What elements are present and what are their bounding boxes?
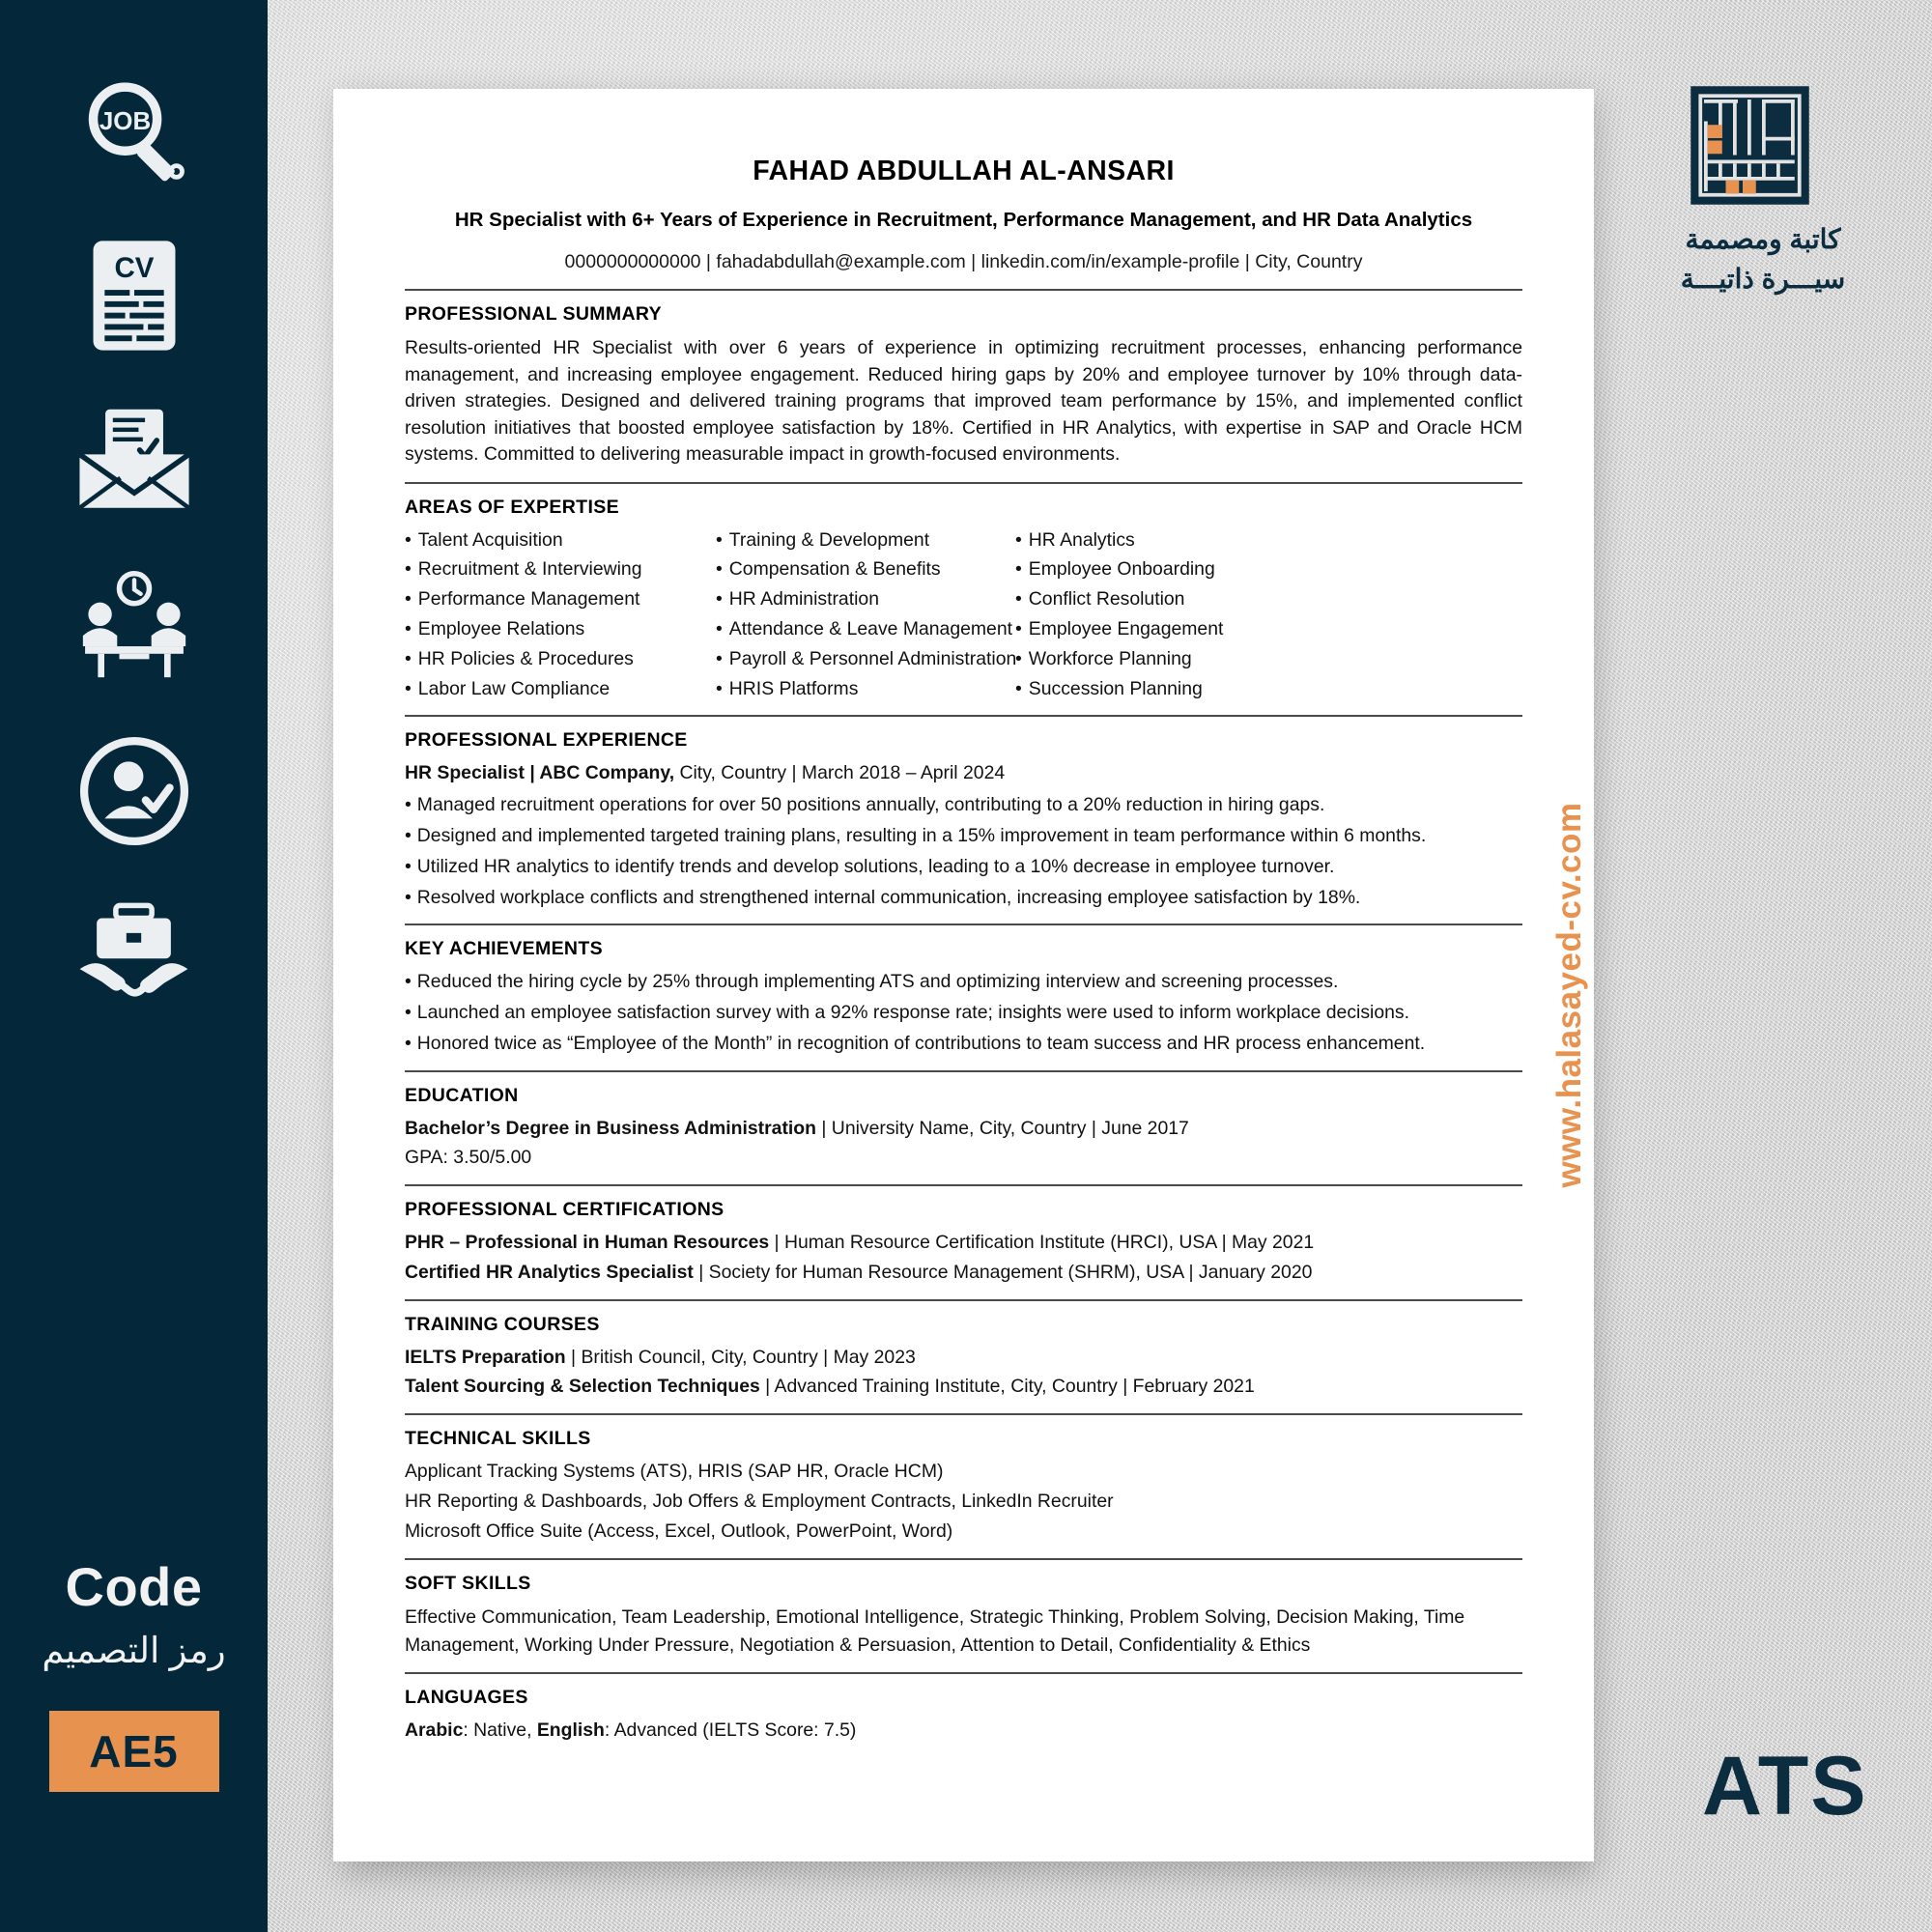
certification-entry-details: | Society for Human Resource Management (SHRM), USA | January 2020	[693, 1261, 1313, 1283]
job-location-dates: City, Country | March 2018 – April 2024	[674, 762, 1006, 784]
experience-bullet-text: Utilized HR analytics to identify trends and develop solutions, leading to a 10% decrease in employee turnover.	[416, 855, 1335, 877]
code-badge-value: AE5	[89, 1726, 179, 1777]
job-title-company: HR Specialist | ABC Company,	[405, 762, 675, 784]
section-professional-experience	[405, 728, 1522, 910]
expertise-item	[1015, 557, 1522, 582]
expertise-item-label: Attendance & Leave Management	[728, 618, 1013, 640]
section-title: PROFESSIONAL SUMMARY	[405, 303, 662, 326]
bullet-glyph: •	[405, 855, 412, 877]
bullet-glyph: •	[1015, 528, 1022, 551]
certification-entry-title: PHR – Professional in Human Resources	[405, 1232, 770, 1254]
expertise-item-label: HR Analytics	[1028, 528, 1135, 551]
expertise-item	[1015, 528, 1522, 554]
technical-skill-line: HR Reporting & Dashboards, Job Offers & Employment Contracts, LinkedIn Recruiter	[405, 1490, 1114, 1512]
design-code-block	[0, 1556, 268, 1792]
experience-bullet-text: Managed recruitment operations for over 50 positions annually, contributing to a 20% reduction in hiring gaps.	[416, 794, 1325, 816]
expertise-item-label: Training & Development	[728, 528, 930, 551]
svg-text:JOB: JOB	[99, 105, 151, 135]
bullet-glyph: •	[1015, 677, 1022, 699]
bullet-glyph: •	[1015, 647, 1022, 669]
section-technical-skills	[405, 1427, 1522, 1544]
expertise-item	[716, 647, 1015, 672]
code-label: Code	[65, 1556, 203, 1617]
summary-text: Results-oriented HR Specialist with over 6 years of experience in optimizing recruitment processes, enhancing performance management, and increasing employee engagement. Reduced hiring gaps by 20% and employee turnover by 10% through data-driven strategies. Designed and delivered training programs that improved team performance by 15%, and implemented conflict resolution initiatives that boosted employee satisfaction by 18%. Certified in HR Analytics, with expertise in SAP and Oracle HCM systems. Committed to delivering measurable impact in growth-focused environments.	[405, 336, 1522, 466]
certification-entry	[405, 1231, 1522, 1256]
divider	[405, 289, 1522, 291]
section-education	[405, 1084, 1522, 1172]
section-languages	[405, 1686, 1522, 1744]
expertise-item-label: Compensation & Benefits	[728, 558, 941, 581]
bullet-glyph: •	[1015, 588, 1022, 611]
section-title: TECHNICAL SKILLS	[405, 1428, 591, 1450]
achievement-bullet-text: Launched an employee satisfaction survey with a 92% response rate; insights were used to inform workplace decisions.	[416, 1002, 1409, 1024]
bullet-glyph: •	[716, 558, 723, 581]
divider	[405, 482, 1522, 484]
experience-bullet	[405, 886, 1522, 911]
ats-label: ATS	[1702, 1740, 1868, 1833]
education-entry	[405, 1117, 1522, 1142]
expertise-item	[1015, 647, 1522, 672]
certification-entry-title: Certified HR Analytics Specialist	[405, 1261, 694, 1283]
section-areas-of-expertise	[405, 496, 1522, 702]
job-search-icon	[73, 70, 194, 190]
technical-skill-line: Microsoft Office Suite (Access, Excel, Outlook, PowerPoint, Word)	[405, 1520, 953, 1542]
certification-entry-details: | Human Resource Certification Institute (HRCI), USA | May 2021	[769, 1232, 1315, 1254]
section-title: SOFT SKILLS	[405, 1572, 531, 1594]
expertise-item	[405, 557, 716, 582]
divider	[405, 1299, 1522, 1301]
experience-bullet-list	[405, 793, 1522, 910]
section-title: PROFESSIONAL EXPERIENCE	[405, 729, 688, 752]
language-english-value: : Advanced (IELTS Score: 7.5)	[604, 1719, 857, 1741]
candidate-name: FAHAD ABDULLAH AL-ANSARI	[753, 156, 1175, 186]
cv-document-icon	[73, 235, 194, 355]
section-title: TRAINING COURSES	[405, 1313, 600, 1335]
expertise-item-label: Succession Planning	[1028, 677, 1203, 699]
divider	[405, 715, 1522, 717]
expertise-item-label: Employee Engagement	[1028, 618, 1224, 640]
bullet-glyph: •	[716, 677, 723, 699]
bullet-glyph: •	[405, 1032, 412, 1054]
divider	[405, 1672, 1522, 1674]
experience-bullet	[405, 855, 1522, 880]
bullet-glyph: •	[405, 558, 412, 581]
expertise-item	[716, 617, 1015, 642]
expertise-item	[405, 528, 716, 554]
certification-entry	[405, 1261, 1522, 1286]
training-entry-title: IELTS Preparation	[405, 1346, 566, 1368]
education-gpa: GPA: 3.50/5.00	[405, 1147, 532, 1169]
soft-skills-text: Effective Communication, Team Leadership, Emotional Intelligence, Strategic Thinking, Problem Solving, Decision Making, Time Management, Working Under Pressure, Negotiation & Persuasion, Attention to Detail, Confidentiality & Ethics	[405, 1606, 1465, 1656]
achievement-bullet	[405, 1032, 1522, 1057]
expertise-item	[405, 647, 716, 672]
experience-bullet-text: Designed and implemented targeted training plans, resulting in a 15% improvement in team performance within 6 months.	[416, 824, 1427, 846]
divider	[405, 1070, 1522, 1072]
bullet-glyph: •	[405, 971, 412, 993]
candidate-headline: HR Specialist with 6+ Years of Experience in Recruitment, Performance Management, and HR Data Analytics	[454, 208, 1473, 231]
resume-page	[333, 89, 1594, 1861]
technical-skills-list	[405, 1460, 1522, 1544]
expertise-item	[716, 587, 1015, 612]
training-list	[405, 1346, 1522, 1401]
achievement-bullet-text: Reduced the hiring cycle by 25% through implementing ATS and optimizing interview and screening processes.	[416, 971, 1339, 993]
divider	[405, 1413, 1522, 1415]
expertise-item	[1015, 677, 1522, 702]
brand-tagline-line1: كاتبة ومصممة	[1685, 224, 1841, 254]
languages-line	[405, 1719, 1522, 1744]
expertise-item-label: Employee Relations	[417, 618, 585, 640]
training-entry	[405, 1375, 1522, 1400]
bullet-glyph: •	[405, 677, 412, 699]
expertise-item	[716, 677, 1015, 702]
section-key-achievements	[405, 937, 1522, 1056]
experience-bullet	[405, 824, 1522, 849]
bullet-glyph: •	[405, 794, 412, 816]
expertise-item-label: HR Policies & Procedures	[417, 647, 634, 669]
expertise-item-label: Workforce Planning	[1028, 647, 1192, 669]
section-title: AREAS OF EXPERTISE	[405, 496, 619, 518]
expertise-item	[716, 528, 1015, 554]
expertise-item-label: Talent Acquisition	[417, 528, 563, 551]
language-arabic-label: Arabic	[405, 1719, 464, 1741]
expertise-item-label: Payroll & Personnel Administration	[728, 647, 1017, 669]
divider	[405, 1184, 1522, 1186]
experience-bullet-text: Resolved workplace conflicts and strengthened internal communication, increasing employee satisfaction by 18%.	[416, 886, 1361, 908]
section-soft-skills	[405, 1572, 1522, 1659]
expertise-item	[1015, 587, 1522, 612]
profile-verified-icon	[73, 730, 194, 851]
halasayed-kufic-logo	[1690, 85, 1810, 206]
job-entry-header	[405, 761, 1522, 786]
achievement-bullet	[405, 1001, 1522, 1026]
bullet-glyph: •	[1015, 558, 1022, 581]
education-details: | University Name, City, Country | June 2017	[816, 1117, 1189, 1139]
certification-list	[405, 1231, 1522, 1286]
divider	[405, 1558, 1522, 1560]
experience-bullet	[405, 793, 1522, 818]
expertise-item	[405, 617, 716, 642]
bullet-glyph: •	[405, 588, 412, 611]
expertise-item-label: Recruitment & Interviewing	[417, 558, 642, 581]
section-title: KEY ACHIEVEMENTS	[405, 938, 603, 960]
bullet-glyph: •	[716, 618, 723, 640]
section-title: PROFESSIONAL CERTIFICATIONS	[405, 1199, 724, 1221]
bullet-glyph: •	[405, 618, 412, 640]
expertise-item	[405, 587, 716, 612]
bullet-glyph: •	[716, 588, 723, 611]
bullet-glyph: •	[405, 1002, 412, 1024]
cover-letter-envelope-icon	[73, 400, 194, 521]
expertise-item-label: HRIS Platforms	[728, 677, 859, 699]
left-sidebar	[0, 0, 268, 1932]
bullet-glyph: •	[716, 528, 723, 551]
language-english-label: English	[536, 1719, 605, 1741]
expertise-item	[1015, 617, 1522, 642]
interview-table-icon	[73, 565, 194, 686]
education-degree: Bachelor’s Degree in Business Administration	[405, 1117, 816, 1139]
code-badge	[49, 1711, 219, 1792]
language-arabic-value: : Native,	[463, 1719, 537, 1741]
bullet-glyph: •	[405, 886, 412, 908]
bullet-glyph: •	[1015, 618, 1022, 640]
sidebar-icon-stack	[73, 70, 194, 1016]
briefcase-handshake-icon	[73, 895, 194, 1016]
achievements-bullet-list	[405, 970, 1522, 1056]
training-entry-details: | Advanced Training Institute, City, Country | February 2021	[759, 1376, 1255, 1398]
training-entry-details: | British Council, City, Country | May 2023	[565, 1346, 916, 1368]
candidate-contact-line: 0000000000000 | fahadabdullah@example.com | linkedin.com/in/example-profile | City, Country	[564, 251, 1363, 273]
bullet-glyph: •	[405, 824, 412, 846]
section-title: LANGUAGES	[405, 1686, 528, 1708]
expertise-item	[716, 557, 1015, 582]
divider	[405, 923, 1522, 925]
expertise-item-label: Performance Management	[417, 588, 640, 611]
section-title: EDUCATION	[405, 1084, 519, 1106]
expertise-item-label: Employee Onboarding	[1028, 558, 1215, 581]
bullet-glyph: •	[405, 647, 412, 669]
website-url: www.halasayed-cv.com	[1550, 802, 1588, 1188]
brand-tagline-line2: سيـــرة ذاتيـــة	[1680, 263, 1846, 294]
expertise-item-label: HR Administration	[728, 588, 879, 611]
svg-text:CV: CV	[114, 251, 154, 284]
achievement-bullet	[405, 970, 1522, 995]
bullet-glyph: •	[405, 528, 412, 551]
expertise-item-label: Conflict Resolution	[1028, 588, 1185, 611]
section-training-courses	[405, 1313, 1522, 1401]
training-entry	[405, 1346, 1522, 1371]
expertise-grid	[405, 528, 1522, 702]
code-label-arabic: رمز التصميم	[42, 1631, 226, 1670]
section-professional-certifications	[405, 1198, 1522, 1286]
expertise-item	[405, 677, 716, 702]
expertise-item-label: Labor Law Compliance	[417, 677, 611, 699]
technical-skill-line: Applicant Tracking Systems (ATS), HRIS (SAP HR, Oracle HCM)	[405, 1461, 944, 1483]
training-entry-title: Talent Sourcing & Selection Techniques	[405, 1376, 760, 1398]
bullet-glyph: •	[716, 647, 723, 669]
section-professional-summary	[405, 302, 1522, 469]
brand-tagline	[1604, 220, 1922, 298]
achievement-bullet-text: Honored twice as “Employee of the Month” in recognition of contributions to team success and HR process enhancement.	[416, 1032, 1426, 1054]
